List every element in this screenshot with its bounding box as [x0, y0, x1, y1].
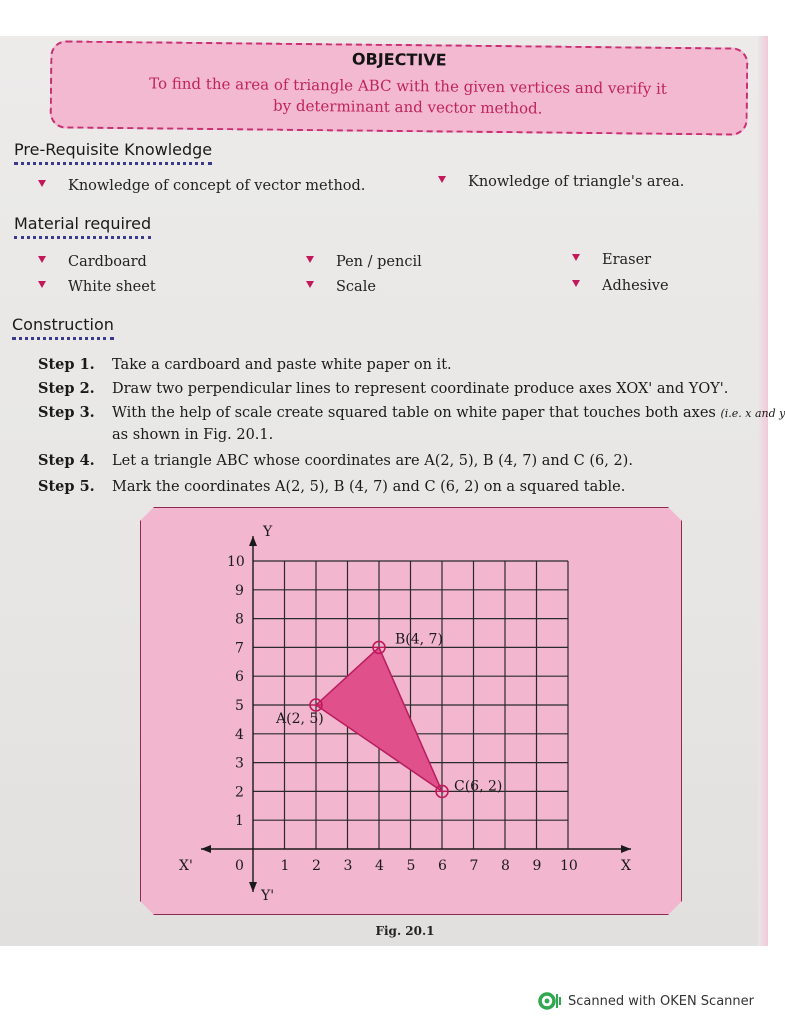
x-axis-negative-arrow: [201, 845, 211, 853]
x-tick-label: 1: [280, 858, 290, 874]
x-tick-label: 9: [532, 858, 542, 874]
origin-label: 0: [235, 858, 244, 874]
x-tick-label: 10: [560, 858, 578, 874]
prerequisite-item: Knowledge of triangle's area.: [438, 174, 684, 190]
scanner-watermark: [538, 990, 754, 1012]
bullet-triangle-icon: [306, 281, 314, 288]
bullet-triangle-icon: [38, 180, 46, 187]
material-item: White sheet: [38, 279, 156, 295]
x-tick-label: 6: [438, 858, 447, 874]
material-item: Cardboard: [38, 254, 147, 270]
material-item: Adhesive: [572, 278, 669, 294]
step-4: Step 4. Let a triangle ABC whose coordinates are A(2, 5), B (4, 7) and C (6, 2).: [38, 452, 633, 469]
y-tick-label: 2: [235, 784, 244, 801]
bullet-triangle-icon: [438, 176, 446, 183]
construction-heading: Construction: [12, 315, 114, 340]
y-tick-label: 6: [235, 669, 244, 686]
y-tick-label: 4: [235, 726, 244, 743]
figure-caption: Fig. 20.1: [375, 924, 435, 938]
vertex-label-b: B(4, 7): [395, 631, 443, 648]
y-axis-negative-label: Y': [261, 888, 275, 904]
figure-panel: [140, 507, 682, 915]
page-edge: [758, 36, 768, 946]
vertex-label-c: C(6, 2): [454, 778, 503, 795]
bullet-triangle-icon: [38, 281, 46, 288]
materials-heading: Material required: [14, 214, 151, 239]
bullet-triangle-icon: [38, 256, 46, 263]
y-axis-positive-arrow: [249, 536, 257, 546]
y-tick-label: 10: [227, 554, 245, 570]
x-axis-negative-label: X': [179, 858, 193, 874]
objective-title: OBJECTIVE: [351, 49, 447, 70]
material-item: Eraser: [572, 252, 651, 268]
x-tick-label: 4: [375, 858, 384, 874]
prerequisite-heading: Pre-Requisite Knowledge: [14, 140, 212, 165]
x-tick-label: 5: [406, 858, 416, 874]
scanner-text: Scanned with OKEN Scanner: [568, 993, 754, 1009]
x-axis-label: X: [621, 858, 631, 874]
y-tick-label: 9: [235, 582, 244, 599]
material-item: Scale: [306, 279, 376, 295]
step-5: Step 5. Mark the coordinates A(2, 5), B (4, 7) and C (6, 2) on a squared table.: [38, 478, 626, 495]
objective-box: [50, 40, 749, 135]
figure-reference: Fig. 20.1: [203, 427, 269, 443]
x-axis-positive-arrow: [621, 845, 631, 853]
x-tick-label: 7: [469, 858, 479, 874]
y-axis-negative-arrow: [249, 882, 257, 892]
bullet-triangle-icon: [306, 256, 314, 263]
y-tick-label: 3: [235, 755, 244, 772]
y-axis-label: Y: [263, 524, 273, 540]
x-tick-label: 2: [312, 858, 321, 874]
step-3-continued: as shown in Fig. 20.1.: [112, 427, 274, 443]
step-3: Step 3. With the help of scale create squared table on white paper that touches both axes (i.e. x and y: [38, 404, 785, 421]
coordinate-plane-chart: [141, 508, 683, 916]
bullet-triangle-icon: [572, 280, 580, 287]
prerequisite-item: Knowledge of concept of vector method.: [38, 178, 365, 194]
y-tick-label: 1: [235, 813, 244, 830]
material-item: Pen / pencil: [306, 254, 422, 270]
step-2: Step 2. Draw two perpendicular lines to represent coordinate produce axes XOX' and YOY'.: [38, 380, 729, 397]
y-tick-label: 5: [235, 698, 244, 714]
y-tick-label: 7: [235, 640, 244, 657]
scanner-logo-icon: [538, 991, 562, 1011]
bullet-triangle-icon: [572, 254, 580, 261]
objective-text: To find the area of triangle ABC with the given vertices and verify it by determinant and vector method.: [149, 74, 667, 118]
y-tick-label: 8: [235, 611, 244, 628]
x-tick-label: 8: [501, 858, 510, 874]
step-1: Step 1. Take a cardboard and paste white paper on it.: [38, 356, 452, 373]
vertex-label-a: A(2, 5): [276, 711, 324, 727]
x-tick-label: 3: [343, 858, 353, 874]
